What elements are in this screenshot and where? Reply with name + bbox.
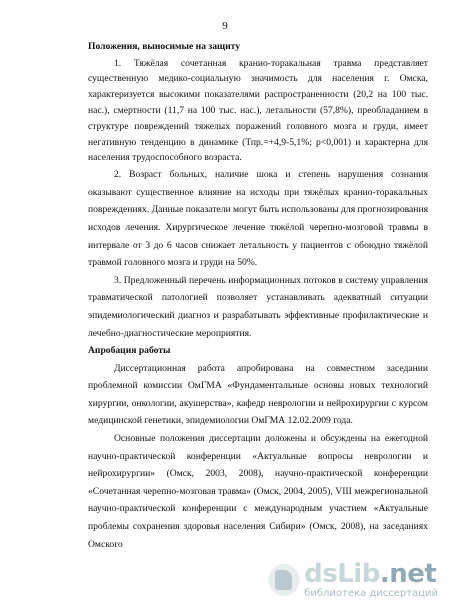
watermark-brand: dsLib.net xyxy=(304,559,437,589)
section-heading-provisions: Положения, выносимые на защиту xyxy=(88,41,241,52)
watermark xyxy=(268,561,438,599)
document-body xyxy=(88,38,428,553)
provision-paragraph: 1. Тяжёлая сочетанная кранио-торакальная травма представляет существенную медико-социальную значимость для населения г. Омска, характеризуется высокими показателями распространенности (20,2 на 100 тыс. нас.), смертности (11,7 на 100 тыс. нас.), летальности (57,8%), преобладанием в структуре повреждений тяжелых поражений головного мозга и груди, имеет негативную тенденцию в динамике (Тпр.=+4,9-5,1%; p<0,001) и характерна для населения трудоспособного возраста. xyxy=(88,57,428,164)
approbation-paragraph: Диссертационная работа апробирована на совместном заседании проблемной комиссии ОмГМА «Фундаментальные основы новых технологий хирургии, онкологии, акушерства», кафедр неврологии и нейрохирургии с курсом медицинской генетики, эпидемиологии ОмГМА 12.02.2009 года. xyxy=(88,362,428,427)
approbation-paragraph: Основные положения диссертации доложены и обсуждены на ежегодной научно-практической конференции «Актуальные вопросы неврологии и нейрохирургии» (Омск, 2003, 2008), научно-практической конференции «Сочетанная черепно-мозговая травма» (Омск, 2004, 2005), VIII межрегиональной научно-практической конференции с международным участием «Актуальные проблемы сохранения здоровья населения Сибири» (Омск, 2008), на заседаниях Омского xyxy=(88,433,428,550)
book-icon xyxy=(268,564,300,596)
page-number: 9 xyxy=(222,20,228,32)
section-heading-approbation: Апробация работы xyxy=(88,345,171,357)
provision-paragraph: 3. Предложенный перечень информационных потоков в систему управления травматической патологией позволяет устанавливать адекватный ситуации эпидемиологический диагноз и разрабатывать эффективные профилактические и лечебно-диагностические мероприятия. xyxy=(88,274,428,339)
watermark-subtitle: библиотека диссертаций xyxy=(304,588,438,599)
provision-paragraph: 2. Возраст больных, наличие шока и степень нарушения сознания оказывают существенное влияние на исходы при тяжёлых кранио-торакальных повреждениях. Данные показатели могут быть использованы для прогнозирования исходов лечения. Хирургическое лечение тяжёлой черепно-мозговой травмы в интервале от 3 до 6 часов снижает летальность у пациентов с обоюдно тяжёлой травмой головного мозга и груди на 50%. xyxy=(88,169,428,269)
